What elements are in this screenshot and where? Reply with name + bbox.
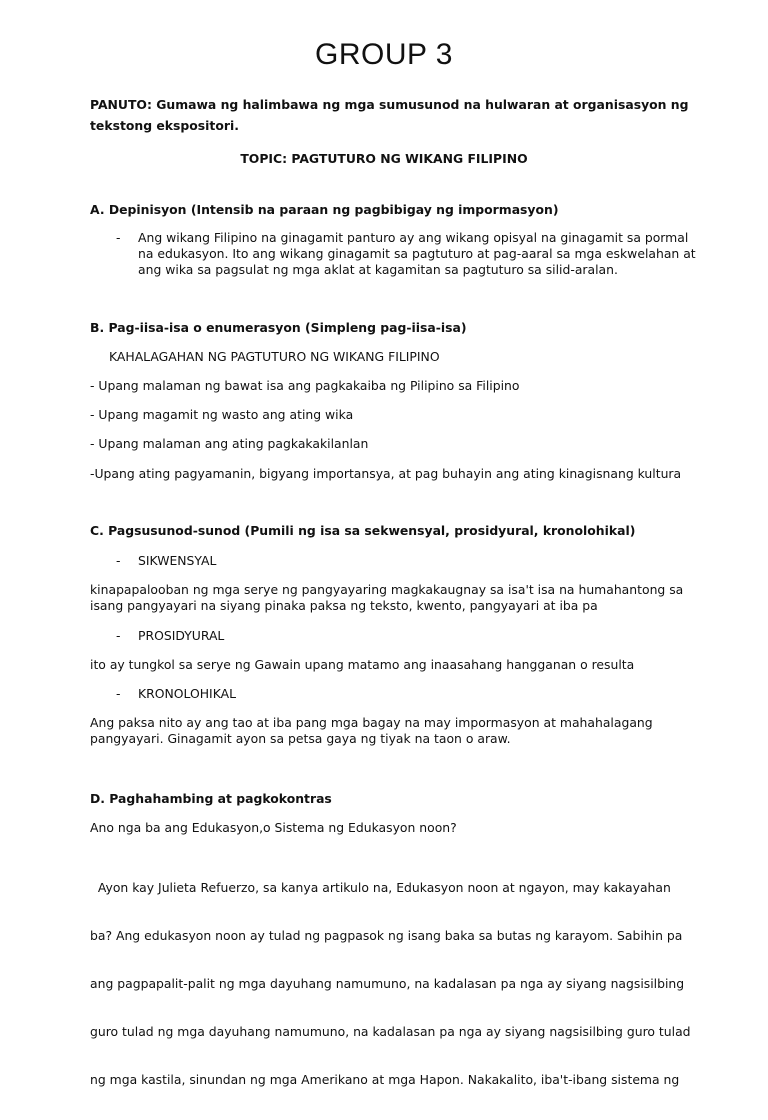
paragraph-line: na edukasyon. Ito ang wikang ginagamit sa pagtuturo at pag-aaral sa mga eskwelahan at xyxy=(138,246,696,261)
document-title: GROUP 3 xyxy=(315,38,453,71)
instruction-line-2: tekstong ekspositori. xyxy=(90,118,239,133)
list-item: - Upang malaman ng bawat isa ang pagkakaiba ng Pilipino sa Filipino xyxy=(90,378,520,393)
paragraph-line: pangyayari. Ginagamit ayon sa petsa gaya ng tiyak na taon o araw. xyxy=(90,731,511,746)
sub1-label: SIKWENSYAL xyxy=(138,553,217,568)
paragraph-line: ng mga kastila, sinundan ng mga Amerikano at mga Hapon. Nakakalito, iba't-ibang sistema ng xyxy=(90,1072,680,1087)
paragraph-line: Ang paksa nito ay ang tao at iba pang mga bagay na may impormasyon at mahahalagang xyxy=(90,715,653,730)
section-a-paragraph xyxy=(138,230,696,278)
section-c-heading: C. Pagsusunod-sunod (Pumili ng isa sa sekwensyal, prosidyural, kronolohikal) xyxy=(90,523,636,538)
section-d-heading: D. Paghahambing at pagkokontras xyxy=(90,791,332,806)
section-b-heading: B. Pag-iisa-isa o enumerasyon (Simpleng pag-iisa-isa) xyxy=(90,320,467,335)
sub3-bullet: - xyxy=(116,686,121,701)
section-a-bullet: - xyxy=(116,230,121,245)
paragraph-line: ba? Ang edukasyon noon ay tulad ng pagpasok ng isang baka sa butas ng karayom. Sabihin pa xyxy=(90,928,683,943)
sub1-bullet: - xyxy=(116,553,121,568)
paragraph-line: ito ay tungkol sa serye ng Gawain upang matamo ang inaasahang hangganan o resulta xyxy=(90,657,635,672)
list-item: - Upang magamit ng wasto ang ating wika xyxy=(90,407,354,422)
list-item: - Upang malaman ang ating pagkakakilanlan xyxy=(90,436,369,451)
sub3-label: KRONOLOHIKAL xyxy=(138,686,236,701)
sub3-paragraph xyxy=(90,715,653,747)
paragraph-line: Ayon kay Julieta Refuerzo, sa kanya artikulo na, Edukasyon noon at ngayon, may kakayahan xyxy=(90,880,671,895)
section-a-heading: A. Depinisyon (Intensib na paraan ng pagbibigay ng impormasyon) xyxy=(90,202,559,217)
list-item: -Upang ating pagyamanin, bigyang importansya, at pag buhayin ang ating kinagisnang kultura xyxy=(90,466,682,481)
section-d-question: Ano nga ba ang Edukasyon,o Sistema ng Edukasyon noon? xyxy=(90,820,457,835)
paragraph-line: isang pangyayari na siyang pinaka paksa ng teksto, kwento, pangyayari at iba pa xyxy=(90,598,598,613)
instruction-line-1: PANUTO: Gumawa ng halimbawa ng mga sumusunod na hulwaran at organisasyon ng xyxy=(90,97,689,112)
paragraph-line: Ang wikang Filipino na ginagamit panturo ay ang wikang opisyal na ginagamit sa pormal xyxy=(138,230,689,245)
section-d-paragraph xyxy=(90,848,691,1120)
section-b-subheading: KAHALAGAHAN NG PAGTUTURO NG WIKANG FILIPINO xyxy=(109,349,440,364)
sub2-label: PROSIDYURAL xyxy=(138,628,225,643)
paragraph-line: guro tulad ng mga dayuhang namumuno, na kadalasan pa nga ay siyang nagsisilbing guro tulad xyxy=(90,1024,691,1039)
paragraph-line: kinapapalooban ng mga serye ng pangyayaring magkakaugnay sa isa't isa na humahantong sa xyxy=(90,582,684,597)
sub2-bullet: - xyxy=(116,628,121,643)
paragraph-line: ang pagpapalit-palit ng mga dayuhang namumuno, na kadalasan pa nga ay siyang nagsisilbing xyxy=(90,976,685,991)
paragraph-line: ang wika sa pagsulat ng mga aklat at kagamitan sa pagtuturo sa silid-aralan. xyxy=(138,262,618,277)
sub1-paragraph xyxy=(90,582,683,614)
topic-heading: TOPIC: PAGTUTURO NG WIKANG FILIPINO xyxy=(240,151,528,166)
sub2-paragraph xyxy=(90,657,634,673)
